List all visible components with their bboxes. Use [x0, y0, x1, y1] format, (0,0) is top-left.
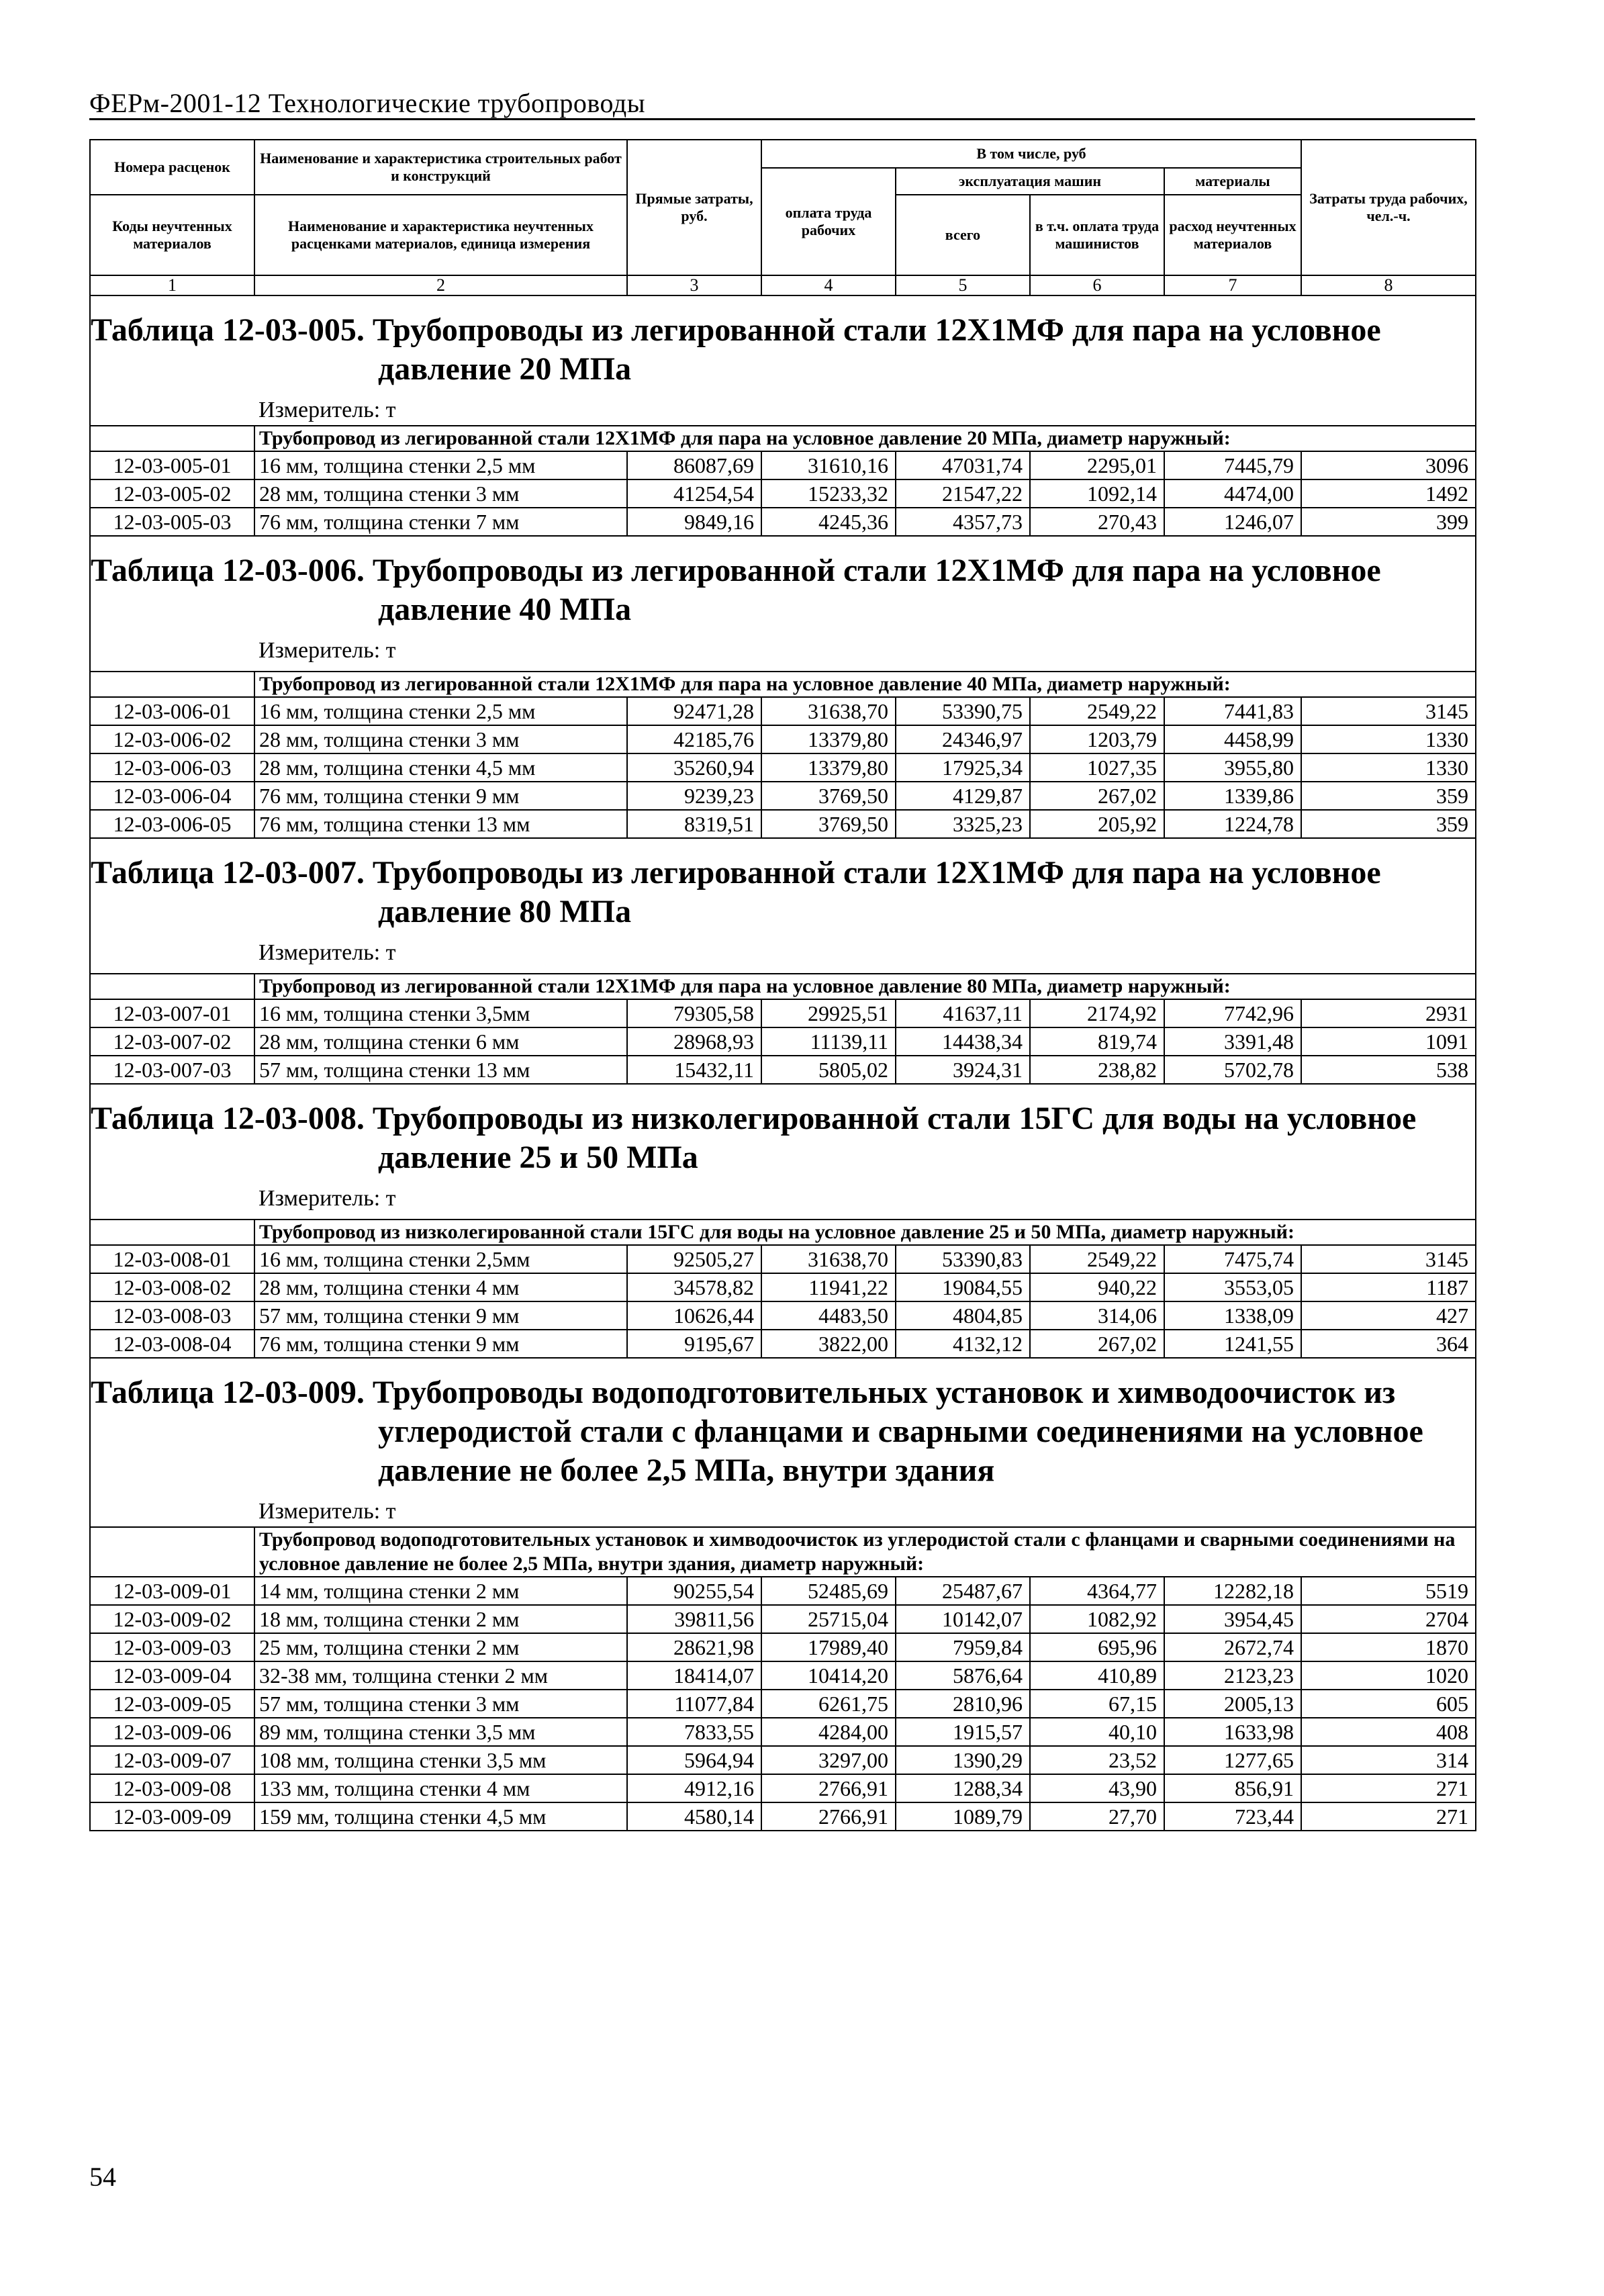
group-heading-row	[90, 974, 1476, 999]
materials-cost: 2005,13	[1164, 1690, 1301, 1718]
machinist-cost: 238,82	[1030, 1056, 1164, 1084]
table-title-line: Таблица 12-03-007. Трубопроводы из легированной стали 12Х1МФ для пара на условное	[91, 855, 1381, 890]
materials-cost: 7441,83	[1164, 697, 1301, 725]
labor-cost: 13379,80	[761, 753, 896, 782]
price-table	[89, 139, 1475, 2154]
rate-code: 12-03-005-01	[90, 451, 254, 479]
group-heading-row	[90, 1527, 1476, 1577]
labor-hours: 399	[1301, 508, 1476, 536]
group-code-cell	[90, 672, 254, 697]
table-row	[90, 1690, 1476, 1718]
machinist-cost: 2295,01	[1030, 451, 1164, 479]
direct-cost: 8319,51	[627, 810, 761, 838]
direct-cost: 9849,16	[627, 508, 761, 536]
work-description: 14 мм, толщина стенки 2 мм	[254, 1577, 627, 1605]
direct-cost: 11077,84	[627, 1690, 761, 1718]
table-title-line: давление 80 МПа	[378, 894, 632, 929]
rate-code: 12-03-006-05	[90, 810, 254, 838]
labor-hours: 1020	[1301, 1661, 1476, 1690]
labor-hours: 1870	[1301, 1633, 1476, 1661]
labor-cost: 10414,20	[761, 1661, 896, 1690]
machinist-cost: 205,92	[1030, 810, 1164, 838]
table-title-line: давление 40 МПа	[378, 592, 632, 627]
labor-hours: 359	[1301, 810, 1476, 838]
labor-cost: 31638,70	[761, 1245, 896, 1273]
group-heading: Трубопровод водоподготовительных установок и химводоочисток из углеродистой стали с фланцами и сварными соединениями на условное давление не более 2,5 МПа, внутри здания, диаметр наружный:	[254, 1527, 1476, 1577]
rate-code: 12-03-006-01	[90, 697, 254, 725]
table-row	[90, 451, 1476, 479]
machine-cost: 1288,34	[896, 1774, 1030, 1802]
header-rule	[89, 118, 1475, 120]
work-description: 16 мм, толщина стенки 2,5 мм	[254, 697, 627, 725]
direct-cost: 18414,07	[627, 1661, 761, 1690]
group-code-cell	[90, 1220, 254, 1245]
table-title-cell	[90, 536, 1476, 672]
labor-hours: 1187	[1301, 1273, 1476, 1301]
machinist-cost: 67,15	[1030, 1690, 1164, 1718]
table-title-row	[90, 1084, 1476, 1220]
direct-cost: 92471,28	[627, 697, 761, 725]
table-row	[90, 1774, 1476, 1802]
column-number: 8	[1301, 275, 1476, 295]
rate-code: 12-03-008-03	[90, 1301, 254, 1330]
machinist-cost: 1027,35	[1030, 753, 1164, 782]
machinist-cost: 267,02	[1030, 782, 1164, 810]
direct-cost: 4912,16	[627, 1774, 761, 1802]
work-description: 28 мм, толщина стенки 4 мм	[254, 1273, 627, 1301]
group-heading: Трубопровод из низколегированной стали 15ГС для воды на условное давление 25 и 50 МПа, диаметр наружный:	[254, 1220, 1476, 1245]
rate-code: 12-03-006-02	[90, 725, 254, 753]
direct-cost: 28621,98	[627, 1633, 761, 1661]
measure-unit: Измеритель: т	[258, 638, 396, 663]
machine-cost: 53390,83	[896, 1245, 1030, 1273]
col4-header: оплата труда рабочих	[761, 168, 896, 275]
materials-cost: 2123,23	[1164, 1661, 1301, 1690]
machinist-cost: 314,06	[1030, 1301, 1164, 1330]
materials-header: материалы	[1164, 168, 1301, 195]
materials-cost: 856,91	[1164, 1774, 1301, 1802]
labor-hours: 2704	[1301, 1605, 1476, 1633]
machinist-cost: 1082,92	[1030, 1605, 1164, 1633]
labor-cost: 11941,22	[761, 1273, 896, 1301]
table-row	[90, 999, 1476, 1027]
labor-cost: 11139,11	[761, 1027, 896, 1056]
column-header	[90, 140, 1476, 295]
labor-cost: 5805,02	[761, 1056, 896, 1084]
table-row	[90, 479, 1476, 508]
work-description: 76 мм, толщина стенки 9 мм	[254, 782, 627, 810]
direct-cost: 42185,76	[627, 725, 761, 753]
work-description: 28 мм, толщина стенки 3 мм	[254, 725, 627, 753]
materials-cost: 12282,18	[1164, 1577, 1301, 1605]
table-title-cell	[90, 295, 1476, 426]
machinist-cost: 23,52	[1030, 1746, 1164, 1774]
labor-hours: 3145	[1301, 697, 1476, 725]
labor-hours: 538	[1301, 1056, 1476, 1084]
labor-cost: 3769,50	[761, 810, 896, 838]
materials-cost: 7445,79	[1164, 451, 1301, 479]
column-number: 4	[761, 275, 896, 295]
table-row	[90, 508, 1476, 536]
labor-cost: 2766,91	[761, 1802, 896, 1831]
labor-cost: 4284,00	[761, 1718, 896, 1746]
labor-cost: 52485,69	[761, 1577, 896, 1605]
work-description: 76 мм, толщина стенки 9 мм	[254, 1330, 627, 1358]
machine-cost: 19084,55	[896, 1273, 1030, 1301]
work-description: 28 мм, толщина стенки 6 мм	[254, 1027, 627, 1056]
table-row	[90, 1027, 1476, 1056]
table-row	[90, 1633, 1476, 1661]
table-title	[91, 1359, 1475, 1490]
machine-cost: 24346,97	[896, 725, 1030, 753]
rate-code: 12-03-005-03	[90, 508, 254, 536]
machine-cost: 17925,34	[896, 753, 1030, 782]
labor-hours: 1330	[1301, 753, 1476, 782]
labor-hours: 314	[1301, 1746, 1476, 1774]
machine-cost: 1089,79	[896, 1802, 1030, 1831]
table-title-cell	[90, 838, 1476, 974]
machinist-cost: 1092,14	[1030, 479, 1164, 508]
machines-header: эксплуатация машин	[896, 168, 1164, 195]
work-description: 57 мм, толщина стенки 9 мм	[254, 1301, 627, 1330]
tables-body	[90, 295, 1476, 1831]
work-description: 18 мм, толщина стенки 2 мм	[254, 1605, 627, 1633]
table-row	[90, 782, 1476, 810]
table-row	[90, 1746, 1476, 1774]
machinist-cost: 2549,22	[1030, 1245, 1164, 1273]
machine-cost: 25487,67	[896, 1577, 1030, 1605]
table-row	[90, 1605, 1476, 1633]
table-title-line: углеродистой стали с фланцами и сварными соединениями на условное	[378, 1414, 1423, 1449]
work-description: 159 мм, толщина стенки 4,5 мм	[254, 1802, 627, 1831]
machinist-cost: 695,96	[1030, 1633, 1164, 1661]
machinist-cost: 1203,79	[1030, 725, 1164, 753]
machine-cost: 41637,11	[896, 999, 1030, 1027]
materials-cost: 7475,74	[1164, 1245, 1301, 1273]
table-row	[90, 1301, 1476, 1330]
machine-cost: 5876,64	[896, 1661, 1030, 1690]
col3-header: Прямые затраты, руб.	[627, 140, 761, 275]
group-heading-row	[90, 426, 1476, 451]
labor-cost: 3297,00	[761, 1746, 896, 1774]
labor-cost: 31638,70	[761, 697, 896, 725]
table-row	[90, 697, 1476, 725]
direct-cost: 86087,69	[627, 451, 761, 479]
work-description: 133 мм, толщина стенки 4 мм	[254, 1774, 627, 1802]
direct-cost: 35260,94	[627, 753, 761, 782]
labor-cost: 31610,16	[761, 451, 896, 479]
labor-cost: 2766,91	[761, 1774, 896, 1802]
materials-cost: 1224,78	[1164, 810, 1301, 838]
work-description: 57 мм, толщина стенки 13 мм	[254, 1056, 627, 1084]
machine-cost: 14438,34	[896, 1027, 1030, 1056]
labor-hours: 359	[1301, 782, 1476, 810]
table-row	[90, 725, 1476, 753]
column-number: 3	[627, 275, 761, 295]
machine-cost: 2810,96	[896, 1690, 1030, 1718]
rate-code: 12-03-008-02	[90, 1273, 254, 1301]
labor-cost: 13379,80	[761, 725, 896, 753]
materials-cost: 1246,07	[1164, 508, 1301, 536]
machinist-cost: 43,90	[1030, 1774, 1164, 1802]
table-title-line: давление 20 МПа	[378, 351, 632, 387]
machine-cost: 10142,07	[896, 1605, 1030, 1633]
machine-cost: 47031,74	[896, 451, 1030, 479]
group-code-cell	[90, 974, 254, 999]
machinist-cost: 2174,92	[1030, 999, 1164, 1027]
labor-cost: 17989,40	[761, 1633, 896, 1661]
labor-cost: 3822,00	[761, 1330, 896, 1358]
table-title-line: Таблица 12-03-005. Трубопроводы из легированной стали 12Х1МФ для пара на условное	[91, 312, 1381, 348]
table-title-line: Таблица 12-03-006. Трубопроводы из легированной стали 12Х1МФ для пара на условное	[91, 553, 1381, 588]
table-title	[91, 537, 1475, 629]
machinist-cost: 410,89	[1030, 1661, 1164, 1690]
direct-cost: 34578,82	[627, 1273, 761, 1301]
table-row	[90, 1273, 1476, 1301]
group-heading: Трубопровод из легированной стали 12Х1МФ для пара на условное давление 80 МПа, диаметр наружный:	[254, 974, 1476, 999]
group-code-cell	[90, 1527, 254, 1577]
table-row	[90, 1718, 1476, 1746]
group-heading-row	[90, 672, 1476, 697]
table-row	[90, 1577, 1476, 1605]
materials-cost: 5702,78	[1164, 1056, 1301, 1084]
materials-cost: 7742,96	[1164, 999, 1301, 1027]
labor-hours: 427	[1301, 1301, 1476, 1330]
measure-unit: Измеритель: т	[258, 1186, 396, 1211]
rate-code: 12-03-007-03	[90, 1056, 254, 1084]
labor-hours: 271	[1301, 1774, 1476, 1802]
machinist-cost: 27,70	[1030, 1802, 1164, 1831]
materials-cost: 3955,80	[1164, 753, 1301, 782]
table-title-row	[90, 295, 1476, 426]
machine-cost: 1390,29	[896, 1746, 1030, 1774]
rate-code: 12-03-009-03	[90, 1633, 254, 1661]
labor-cost: 3769,50	[761, 782, 896, 810]
labor-cost: 15233,32	[761, 479, 896, 508]
machine-cost: 4357,73	[896, 508, 1030, 536]
rate-code: 12-03-009-05	[90, 1690, 254, 1718]
table-row	[90, 1330, 1476, 1358]
labor-cost: 29925,51	[761, 999, 896, 1027]
measure-unit: Измеритель: т	[258, 398, 396, 422]
labor-cost: 25715,04	[761, 1605, 896, 1633]
table-row	[90, 1802, 1476, 1831]
col1-bottom-header: Коды неучтенных материалов	[90, 195, 254, 275]
column-numbers-row	[90, 275, 1476, 295]
direct-cost: 9239,23	[627, 782, 761, 810]
col5-header: всего	[896, 195, 1030, 275]
table-title-line: Таблица 12-03-008. Трубопроводы из низколегированной стали 15ГС для воды на условное	[91, 1101, 1417, 1136]
rate-code: 12-03-009-07	[90, 1746, 254, 1774]
rate-code: 12-03-007-02	[90, 1027, 254, 1056]
materials-cost: 1241,55	[1164, 1330, 1301, 1358]
machinist-cost: 4364,77	[1030, 1577, 1164, 1605]
table-row	[90, 810, 1476, 838]
direct-cost: 41254,54	[627, 479, 761, 508]
work-description: 57 мм, толщина стенки 3 мм	[254, 1690, 627, 1718]
table-title	[91, 1085, 1475, 1177]
main-table	[89, 139, 1476, 1831]
machinist-cost: 819,74	[1030, 1027, 1164, 1056]
col6-header: в т.ч. оплата труда машинистов	[1030, 195, 1164, 275]
labor-hours: 3096	[1301, 451, 1476, 479]
rate-code: 12-03-005-02	[90, 479, 254, 508]
work-description: 25 мм, толщина стенки 2 мм	[254, 1633, 627, 1661]
direct-cost: 4580,14	[627, 1802, 761, 1831]
machinist-cost: 2549,22	[1030, 697, 1164, 725]
machine-cost: 53390,75	[896, 697, 1030, 725]
col2-bottom-header: Наименование и характеристика неучтенных расценками материалов, единица измерения	[254, 195, 627, 275]
page-number: 54	[89, 2162, 116, 2192]
machine-cost: 4132,12	[896, 1330, 1030, 1358]
table-title	[91, 839, 1475, 931]
work-description: 28 мм, толщина стенки 4,5 мм	[254, 753, 627, 782]
materials-cost: 1633,98	[1164, 1718, 1301, 1746]
direct-cost: 92505,27	[627, 1245, 761, 1273]
in-total-header: В том числе, руб	[761, 140, 1301, 168]
labor-hours: 2931	[1301, 999, 1476, 1027]
materials-cost: 3391,48	[1164, 1027, 1301, 1056]
machine-cost: 1915,57	[896, 1718, 1030, 1746]
labor-hours: 605	[1301, 1690, 1476, 1718]
direct-cost: 15432,11	[627, 1056, 761, 1084]
group-heading: Трубопровод из легированной стали 12Х1МФ для пара на условное давление 20 МПа, диаметр наружный:	[254, 426, 1476, 451]
table-title-cell	[90, 1358, 1476, 1527]
rate-code: 12-03-009-01	[90, 1577, 254, 1605]
column-number: 7	[1164, 275, 1301, 295]
table-row	[90, 1661, 1476, 1690]
column-number: 2	[254, 275, 627, 295]
machinist-cost: 40,10	[1030, 1718, 1164, 1746]
group-heading-row	[90, 1220, 1476, 1245]
work-description: 16 мм, толщина стенки 2,5мм	[254, 1245, 627, 1273]
work-description: 16 мм, толщина стенки 3,5мм	[254, 999, 627, 1027]
labor-hours: 1492	[1301, 479, 1476, 508]
rate-code: 12-03-008-01	[90, 1245, 254, 1273]
machinist-cost: 267,02	[1030, 1330, 1164, 1358]
direct-cost: 39811,56	[627, 1605, 761, 1633]
direct-cost: 5964,94	[627, 1746, 761, 1774]
table-title-line: давление не более 2,5 МПа, внутри здания	[378, 1453, 995, 1488]
labor-hours: 3145	[1301, 1245, 1476, 1273]
materials-cost: 4458,99	[1164, 725, 1301, 753]
group-code-cell	[90, 426, 254, 451]
materials-cost: 4474,00	[1164, 479, 1301, 508]
direct-cost: 79305,58	[627, 999, 761, 1027]
running-header: ФЕРм-2001-12 Технологические трубопроводы	[89, 88, 646, 118]
rate-code: 12-03-007-01	[90, 999, 254, 1027]
col1-top-header: Номера расценок	[90, 140, 254, 195]
materials-cost: 3553,05	[1164, 1273, 1301, 1301]
labor-hours: 271	[1301, 1802, 1476, 1831]
machinist-cost: 270,43	[1030, 508, 1164, 536]
rate-code: 12-03-006-04	[90, 782, 254, 810]
work-description: 76 мм, толщина стенки 13 мм	[254, 810, 627, 838]
direct-cost: 10626,44	[627, 1301, 761, 1330]
machine-cost: 7959,84	[896, 1633, 1030, 1661]
work-description: 32-38 мм, толщина стенки 2 мм	[254, 1661, 627, 1690]
table-row	[90, 1245, 1476, 1273]
column-number: 6	[1030, 275, 1164, 295]
direct-cost: 90255,54	[627, 1577, 761, 1605]
work-description: 89 мм, толщина стенки 3,5 мм	[254, 1718, 627, 1746]
materials-cost: 1339,86	[1164, 782, 1301, 810]
table-title-line: давление 25 и 50 МПа	[378, 1140, 698, 1175]
rate-code: 12-03-009-02	[90, 1605, 254, 1633]
col8-header: Затраты труда рабочих, чел.-ч.	[1301, 140, 1476, 275]
machine-cost: 21547,22	[896, 479, 1030, 508]
table-row	[90, 1056, 1476, 1084]
labor-hours: 5519	[1301, 1577, 1476, 1605]
materials-cost: 2672,74	[1164, 1633, 1301, 1661]
machine-cost: 4129,87	[896, 782, 1030, 810]
labor-hours: 408	[1301, 1718, 1476, 1746]
table-title-cell	[90, 1084, 1476, 1220]
rate-code: 12-03-008-04	[90, 1330, 254, 1358]
group-heading: Трубопровод из легированной стали 12Х1МФ для пара на условное давление 40 МПа, диаметр наружный:	[254, 672, 1476, 697]
machine-cost: 3325,23	[896, 810, 1030, 838]
rate-code: 12-03-009-08	[90, 1774, 254, 1802]
table-title-row	[90, 536, 1476, 672]
rate-code: 12-03-009-04	[90, 1661, 254, 1690]
rate-code: 12-03-009-09	[90, 1802, 254, 1831]
labor-cost: 4483,50	[761, 1301, 896, 1330]
work-description: 108 мм, толщина стенки 3,5 мм	[254, 1746, 627, 1774]
table-title	[91, 296, 1475, 389]
col7-header: расход неучтенных материалов	[1164, 195, 1301, 275]
table-row	[90, 753, 1476, 782]
work-description: 76 мм, толщина стенки 7 мм	[254, 508, 627, 536]
col2-top-header: Наименование и характеристика строительных работ и конструкций	[254, 140, 627, 195]
column-number: 5	[896, 275, 1030, 295]
labor-cost: 6261,75	[761, 1690, 896, 1718]
machine-cost: 3924,31	[896, 1056, 1030, 1084]
materials-cost: 723,44	[1164, 1802, 1301, 1831]
materials-cost: 1277,65	[1164, 1746, 1301, 1774]
measure-unit: Измеритель: т	[258, 940, 396, 965]
table-title-row	[90, 1358, 1476, 1527]
work-description: 16 мм, толщина стенки 2,5 мм	[254, 451, 627, 479]
column-number: 1	[90, 275, 254, 295]
rate-code: 12-03-006-03	[90, 753, 254, 782]
labor-hours: 1091	[1301, 1027, 1476, 1056]
labor-hours: 1330	[1301, 725, 1476, 753]
labor-cost: 4245,36	[761, 508, 896, 536]
materials-cost: 1338,09	[1164, 1301, 1301, 1330]
machinist-cost: 940,22	[1030, 1273, 1164, 1301]
labor-hours: 364	[1301, 1330, 1476, 1358]
direct-cost: 9195,67	[627, 1330, 761, 1358]
materials-cost: 3954,45	[1164, 1605, 1301, 1633]
work-description: 28 мм, толщина стенки 3 мм	[254, 479, 627, 508]
table-title-line: Таблица 12-03-009. Трубопроводы водоподготовительных установок и химводоочисток из	[91, 1375, 1396, 1410]
measure-unit: Измеритель: т	[258, 1499, 396, 1524]
machine-cost: 4804,85	[896, 1301, 1030, 1330]
rate-code: 12-03-009-06	[90, 1718, 254, 1746]
direct-cost: 28968,93	[627, 1027, 761, 1056]
direct-cost: 7833,55	[627, 1718, 761, 1746]
table-title-row	[90, 838, 1476, 974]
